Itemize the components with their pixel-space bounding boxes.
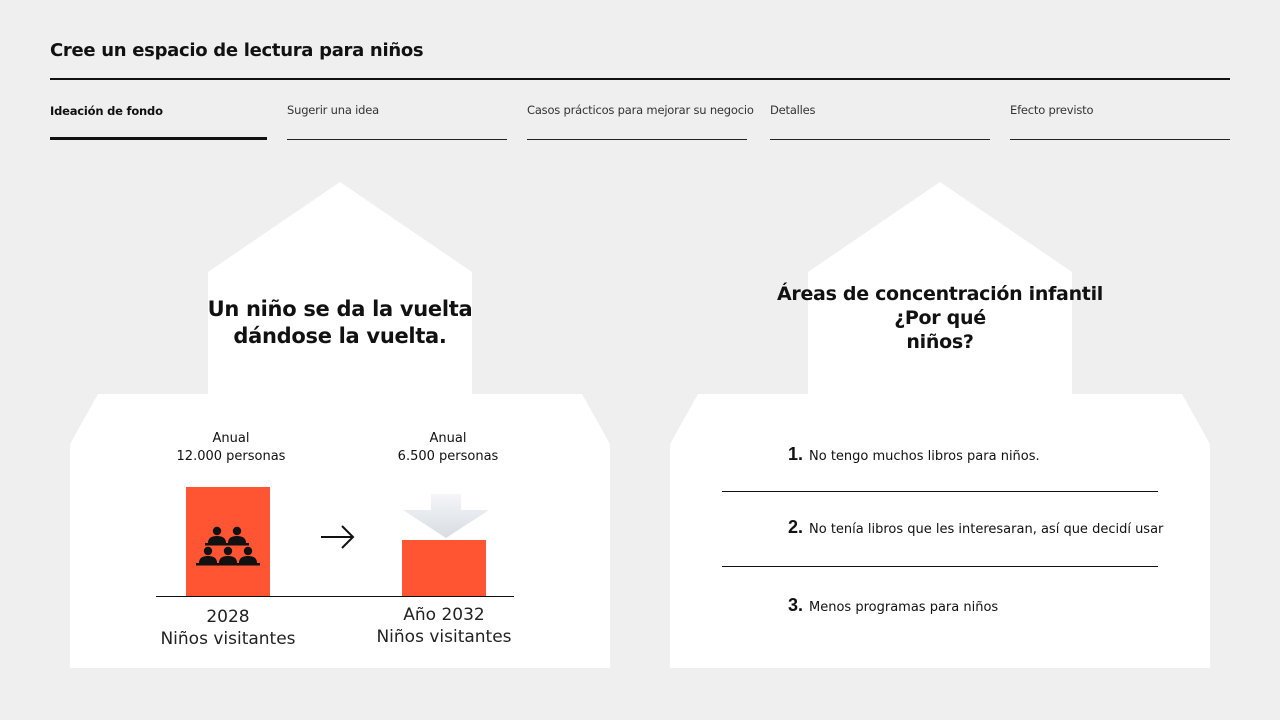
tab-detalles[interactable] [770,100,990,140]
tab-ideacion-de-fondo[interactable] [50,100,267,140]
bar-label-2028 [128,606,328,650]
reason-number: 2. [788,517,804,537]
tab-label: Sugerir una idea [287,103,379,117]
background-card [70,182,610,668]
reason-item [788,444,1040,465]
card-title-line: dándose la vuelta. [233,324,447,348]
tab-bar [50,100,1230,140]
tab-label: Efecto previsto [1010,103,1094,117]
tab-label: Detalles [770,103,816,117]
bar-subject: Niños visitantes [376,627,512,647]
page-title: Cree un espacio de lectura para niños [50,40,424,61]
tab-casos-practicos[interactable] [527,100,754,140]
bar-label-2032 [344,604,544,648]
stat-period: Anual [429,431,467,446]
reason-text: No tengo muchos libros para niños. [809,449,1040,464]
card-title [70,296,610,350]
stat-value: 6.500 personas [397,449,499,464]
divider [722,491,1158,492]
bar-year: Año 2032 [403,605,485,625]
chart-baseline [156,596,514,597]
tab-underline [50,137,267,140]
card-title-line: Áreas de concentración infantil [776,283,1104,305]
title-divider [50,78,1230,80]
people-audience-icon [195,524,261,572]
reason-item [788,517,1163,538]
reason-number: 1. [788,444,804,464]
bar-subject: Niños visitantes [160,629,296,649]
divider [722,566,1158,567]
stat-period: Anual [212,431,250,446]
reason-item [788,595,998,616]
bar-2032 [402,540,486,596]
tab-underline [1010,139,1230,140]
card-title-line: ¿Por qué [894,307,986,329]
stat-value: 12.000 personas [176,449,286,464]
card-title [670,282,1210,354]
card-title-line: Un niño se da la vuelta [207,297,473,321]
tab-sugerir-una-idea[interactable] [287,100,507,140]
tab-underline [287,139,507,140]
stat-caption-2028 [131,430,331,466]
card-title-line: niños? [906,331,974,353]
tab-underline [527,139,747,140]
tab-label: Casos prácticos para mejorar su negocio [527,103,754,117]
tab-label: Ideación de fondo [50,104,163,118]
reason-text: No tenía libros que les interesaran, así que decidí usar [809,522,1164,537]
tab-efecto-previsto[interactable] [1010,100,1230,140]
reason-text: Menos programas para niños [809,600,999,615]
bar-year: 2028 [206,607,250,627]
arrow-right-icon [320,523,356,551]
reason-number: 3. [788,595,804,615]
reasons-card [670,182,1210,668]
tab-underline [770,139,990,140]
stat-caption-2032 [348,430,548,466]
down-arrow-icon [403,494,489,540]
